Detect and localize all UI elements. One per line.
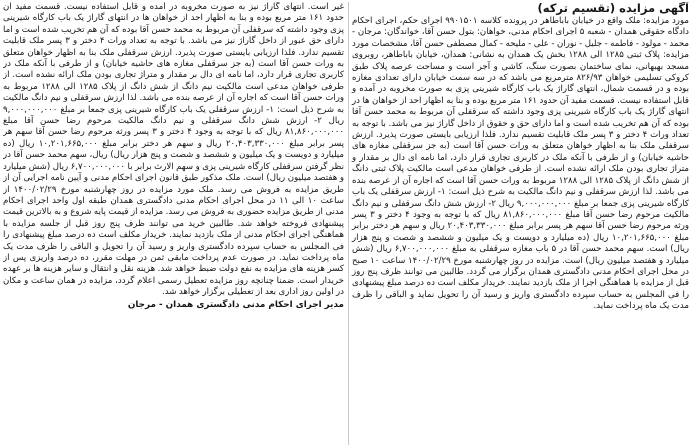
notice-right-column-text: مورد مزایده: ملک واقع در خیابان باباطاهر در پرونده کلاسه ۹۹۰۱۵۰۱ اجرای حکم، اجرای احکام دادگاه حقوقی همدان - شعبه ۵ اجرای احکام مدنی، خواهان: بتول حسن آقا، خواندگان: مرجان - محمد - مولود - فاطمه - جلیل - نوران - علی - ملیحه - کمال مصطفی حسن آقا، مشخصات مورد مزایده: پلاک ثبتی ۱۲۸۵ الی ۱۲۸۸ بخش یک همدان به نشانی: همدان، خیابان باباطاهر، روبروی مسجد بهبهانی، نمای ساختمان بصورت سنگ، کاشی و آجر است و مساحت عرصه پلاک طبق کروکی تسلیمی خواهان ۸۲۶/۹۳ مترمربع می باشد که در سه سمت خیابان دارای تعدادی مغازه بوده و در قسمت شمال، انتهای گاراژ یک باب کارگاه شیرینی پزی به صورت مخروبه در آمده و قابل استفاده نیست. قسمت مفید آن حدود ۱۶۱ متر مربع بوده و بنا به اظهار احد از خواهان ها در انتهای گاراژ یک باب کارگاه شیرینی پزی وجود داشته که سرقفلی آن مربوط به محمد حسن آقا بوده که آن هم تخریب شده است و اما دارای حق و حقوق از داخل گاراژ نیز می باشد. با توجه به تعداد ورات ۴ دختر و ۳ پسر ملک قابلیت تقسیم ندارد. فلذا ارزیابی بایستی صورت پذیرد. ارزش سرقفلی ملک بنا به اظهار خواهان متعلق به ورات حسن آقا است (به جز سرقفلی مغازه های حاشیه خیابان) و از طرفی با آنکه ملک در کاربری تجاری قرار دارد، اما نامه ای دال بر مقدار و متراژ تجاری بودن ملک ارائه نشده است. از طرفی خواهان مدعی است مالکیت پلاک ثبتی دانگ از شش دانگ از پلاک ۱۲۸۵ الی ۱۲۸۸ مربوط به ورات حسن آقا است که اجاره آن از عرصه بنده می باشد. لذا ارزش سرقفلی و نیم دانگ مالکیت به شرح ذیل است: ۱- ارزش سرقفلی یک باب کارگاه شیرینی پزی جمعا بر مبلغ ۹,۰۰۰,۰۰۰,۰۰۰ ریال ۲- ارزش شش دانگ سرقفلی و نیم دانگ مالکیت مرحوم رضا حسن آقا مبلغ ۸۱,۸۶۰,۰۰۰,۰۰۰ ریال که با توجه به وجود ۴ دختر و ۳ پسر ورثه مرحوم رضا حسن آقا سهم هر پسر برابر مبلغ ۲۰,۴۰۳,۳۳۰,۰۰۰ ریال و سهم هر دختر برابر مبلغ ۱۰,۲۰۱,۶۶۵,۰۰۰ ریال (ده میلیارد و دویست و یک میلیون و ششصد و شصت و پنج هزار ریال) است. سهم محمد حسن آقا در ۵ باب مغازه سرقفلی به مبلغ ۶,۷۰۰,۰۰۰,۰۰۰ ریال (شش میلیارد و هفتصد میلیون ریال) است. مزایده در روز چهارشنبه مورخ ۱۴۰۰/۰۲/۲۹ ساعت ۱۰ صبح در محل اجرای احکام مدنی دادگستری همدان برگزار می گردد. طالبین می توانند ظرف پنج روز قبل از مزایده با هماهنگی اجرا از ملک بازدید نمایند. خریدار مکلف است ده درصد مبلغ پیشنهادی را فی المجلس به حساب سپرده دادگستری واریز و رسید آن را تحویل نماید و الباقی را ظرف مدت یک ماه پرداخت نماید.: [352, 16, 689, 312]
notice-title: آگهی مزایده (تقسیم ترکه): [537, 2, 689, 15]
notice-columns: [3, 2, 689, 445]
notice-left-column-text: غیر است. انتهای گاراژ نیز به صورت مخروبه در آمده و قابل استفاده نیست. قسمت مفید آن حدود ۱۶۱ متر مربع بوده و بنا به اظهار احد از خواهان ها در انتهای گاراژ یک باب کارگاه شیرینی پزی وجود داشته که سرقفلی آن مربوط به محمد حسن آقا بوده که آن هم تخریب شده است و اما دارای حق عبور از داخل گاراژ نیز می باشد. با توجه به تعداد ورات ۴ دختر و ۳ پسر ملک قابلیت تقسیم ندارد. فلذا ارزیابی بایستی صورت پذیرد. ارزش سرقفلی ملک بنا به اظهار خواهان متعلق به ورات حسن آقا است (به جز سرقفلی مغازه های حاشیه خیابان) و از طرفی با آنکه ملک در کاربری تجاری قرار دارد، اما نامه ای دال بر مقدار و متراژ تجاری بودن ملک ارائه نشده است. از طرفی خواهان مدعی است مالکیت نیم دانگ از شش دانگ از پلاک ۱۲۸۵ الی ۱۲۸۸ مربوط به ورات حسن آقا است که اجاره آن از عرصه بنده می باشد. لذا ارزش سرقفلی و نیم دانگ مالکیت به شرح ذیل است: ۱- ارزش سرقفلی یک باب کارگاه شیرینی پزی جمعا بر مبلغ ۹,۰۰۰,۰۰۰,۰۰۰ ریال ۲- ارزش شش دانگ سرقفلی و نیم دانگ مالکیت مرحوم رضا حسن آقا مبلغ ۸۱,۸۶۰,۰۰۰,۰۰۰ ریال که با توجه به وجود ۴ دختر و ۳ پسر ورثه مرحوم رضا حسن آقا سهم هر پسر برابر مبلغ ۲۰,۴۰۳,۳۳۰,۰۰۰ ریال و سهم هر دختر برابر مبلغ ۱۰,۲۰۱,۶۶۵,۰۰۰ ریال (ده میلیارد و دویست و یک میلیون و ششصد و شصت و پنج هزار ریال) ریال، سهم محمد حسن آقا در نظر گرفتن سرقفلی کارگاه شیرینی پزی و سهم الارث برابر با ۶,۷۰۰,۰۰۰,۰۰۰ ریال (شش میلیارد و هفتصد میلیون ریال) است. ملک مذکور طبق قانون اجرای احکام مدنی و آیین نامه اجرایی آن از طریق مزایده به فروش می رسد. ملک مورد مزایده در روز چهارشنبه مورخ ۱۴۰۰/۰۲/۲۹ از ساعت ۱۰ الی ۱۱ در محل اجرای احکام مدنی دادگستری همدان طبقه اول واحد اجرای احکام مدنی از طریق مزایده حضوری به فروش می رسد. مزایده از قیمت پایه شروع و به بالاترین قیمت پیشنهادی فروخته خواهد شد. طالبین خرید می توانند ظرف پنج روز قبل از جلسه مزایده با هماهنگی اجرای احکام مدنی از ملک بازدید نمایند. خریدار مکلف است ده درصد مبلغ پیشنهادی را فی المجلس به حساب سپرده دادگستری واریز و رسید آن را تحویل و الباقی را ظرف مدت یک ماه پرداخت نماید. در صورت عدم پرداخت مابقی ثمن در مهلت مقرر، ده درصد واریزی پس از کسر هزینه های مزایده به نفع دولت ضبط خواهد شد. هزینه نقل و انتقال و سایر هزینه ها بر عهده خریدار است. ضمنا چنانچه روز مزایده تعطیل رسمی اعلام گردد، مزایده در همان ساعت و مکان در اولین روز اداری بعد از تعطیلی برگزار خواهد شد.: [3, 2, 344, 298]
notice-signature: مدیر اجرای احکام مدنی دادگستری همدان - مرجان: [127, 299, 344, 310]
notice-left-column: [3, 2, 344, 445]
notice-right-column: [348, 2, 689, 445]
